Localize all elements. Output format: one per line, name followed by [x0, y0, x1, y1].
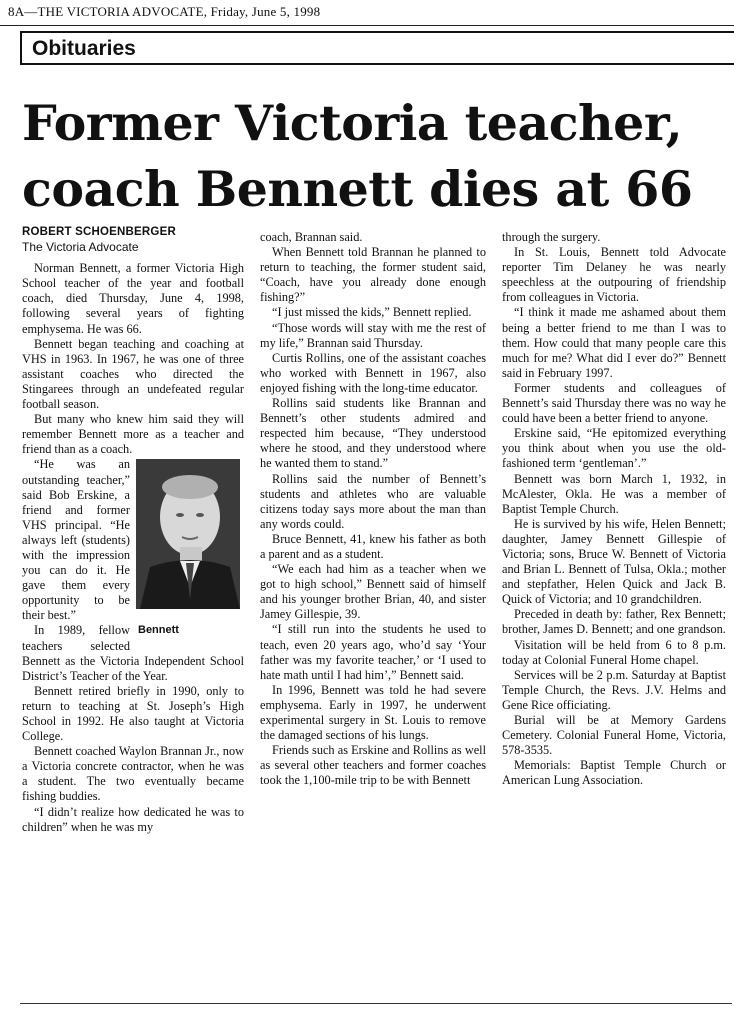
- section-header: [20, 31, 734, 65]
- paragraph: In 1996, Bennett was told he had severe emphysema. Early in 1997, he underwent experimental surgery in St. Louis to remove the damaged sections of his lungs.: [260, 682, 486, 743]
- paragraph: In St. Louis, Bennett told Advocate reporter Tim Delaney he was nearly speechless at the outpouring of friendship from colleagues in Victoria.: [502, 245, 726, 305]
- paragraph: Burial will be at Memory Gardens Cemetery. Colonial Funeral Home, Victoria, 578-3535.: [502, 713, 726, 758]
- paragraph: Friends such as Erskine and Rollins as well as several other teachers and former coaches took the 1,100-mile trip to be with Bennett: [260, 743, 486, 788]
- byline: ROBERT SCHOENBERGER: [22, 226, 176, 238]
- paragraph: Bennett retired briefly in 1990, only to return to teaching at St. Joseph’s High School in 1992. He also taught at Victoria College.: [22, 683, 244, 744]
- paragraph: Curtis Rollins, one of the assistant coaches who worked with Bennett in 1967, also enjoyed fishing with the long-time educator.: [260, 350, 486, 395]
- paragraph: Bruce Bennett, 41, knew his father as both a parent and as a student.: [260, 531, 486, 561]
- paragraph: Services will be 2 p.m. Saturday at Baptist Temple Church, the Revs. J.V. Helms and Gene Rice officiating.: [502, 667, 726, 712]
- paragraph: “I still run into the students he used to teach, even 20 years ago, who’d say ‘Your father was my favorite teacher,’ or ‘I used to hate math until I had him’,” Bennett said.: [260, 622, 486, 682]
- paragraph: Preceded in death by: father, Rex Bennett; brother, James D. Bennett; and one grandson.: [502, 607, 726, 637]
- paragraph: In 1989, fellow teachers selected Bennett as the Victoria Independent School District’s Teacher of the Year.: [22, 623, 244, 683]
- byline-affiliation: The Victoria Advocate: [22, 240, 139, 255]
- folio-rule: [0, 25, 734, 26]
- headline-line-1: Former Victoria teacher,: [22, 94, 683, 152]
- page-folio: 8A—THE VICTORIA ADVOCATE, Friday, June 5, 1998: [8, 4, 321, 19]
- paragraph: Erskine said, “He epitomized everything you think about when you use the old-fashioned term ‘gentleman’.”: [502, 426, 726, 471]
- paragraph: through the surgery.: [502, 230, 601, 244]
- paragraph: “I didn’t realize how dedicated he was to children” when he was my: [22, 804, 244, 834]
- paragraph: Memorials: Baptist Temple Church or American Lung Association.: [502, 758, 726, 788]
- paragraph: Norman Bennett, a former Victoria High School teacher of the year and football coach, died Thursday, June 4, 1998, following several years of fighting emphysema. He was 66.: [22, 261, 244, 336]
- portrait-photo: [136, 459, 240, 609]
- paragraph: But many who knew him said they will remember Bennett more as a teacher and friend than as a coach.: [22, 412, 244, 457]
- article-column-2: [260, 230, 486, 788]
- portrait-image: [136, 459, 240, 609]
- paragraph: “I think it made me ashamed about them being a better friend to me than I was to them. How could that many people care this much for me? What did I ever do?” Bennett said in February 1997.: [502, 305, 726, 380]
- paragraph: Rollins said students like Brannan and Bennett’s other students admired and respected him because, “They understood where he stood, and they understood where he wanted them to stand.”: [260, 396, 486, 471]
- photo-block: [136, 459, 244, 638]
- paragraph: When Bennett told Brannan he planned to return to teaching, the former student said, “Coach, have you already done enough fishing?”: [260, 245, 486, 305]
- paragraph: Bennett was born March 1, 1932, in McAlester, Okla. He was a member of Baptist Temple Church.: [502, 471, 726, 516]
- paragraph: coach, Brannan said.: [260, 230, 363, 244]
- headline-line-2: coach Bennett dies at 66: [22, 160, 693, 218]
- photo-caption: Bennett: [138, 624, 179, 637]
- paragraph: He is survived by his wife, Helen Bennett; daughter, Jamey Bennett Gillespie of Victoria; sons, Bruce W. Bennett of Victoria and Brian L. Bennett of Tulsa, Okla.; mother and stepfather, Helen Quick and Jack B. Quick of Victoria; and 10 grandchildren.: [502, 516, 726, 607]
- article-column-3: [502, 230, 726, 788]
- bottom-rule: [20, 1003, 732, 1004]
- section-title: Obituaries: [32, 37, 136, 60]
- paragraph: Bennett began teaching and coaching at VHS in 1963. In 1967, he was one of three assistant coaches who directed the Stingarees through an undefeated regular football season.: [22, 336, 244, 412]
- paragraph: Rollins said the number of Bennett’s students and athletes who are valuable citizens today says more about the man than any words could.: [260, 471, 486, 531]
- paragraph: “I just missed the kids,” Bennett replied.: [272, 305, 472, 320]
- paragraph: “Those words will stay with me the rest of my life,” Brannan said Thursday.: [260, 320, 486, 350]
- paragraph: Former students and colleagues of Bennett’s said Thursday there was no way he could have been a better friend to anyone.: [502, 380, 726, 426]
- paragraph: “He was an outstanding teacher,” said Bob Erskine, a friend and former VHS principal. “He always left (students) with the impression you can do it. He gave them every opportunity to be their best.”: [22, 457, 130, 623]
- paragraph: “We each had him as a teacher when we got to high school,” Bennett said of himself and his younger brother Brian, 40, and sister Jamey Gillespie, 39.: [260, 562, 486, 622]
- headline: [22, 90, 732, 222]
- paragraph: Visitation will be held from 6 to 8 p.m. today at Colonial Funeral Home chapel.: [502, 637, 726, 667]
- paragraph: Bennett coached Waylon Brannan Jr., now a Victoria concrete contractor, when he was a student. The two eventually became fishing buddies.: [22, 744, 244, 804]
- article-column-1: [22, 225, 244, 835]
